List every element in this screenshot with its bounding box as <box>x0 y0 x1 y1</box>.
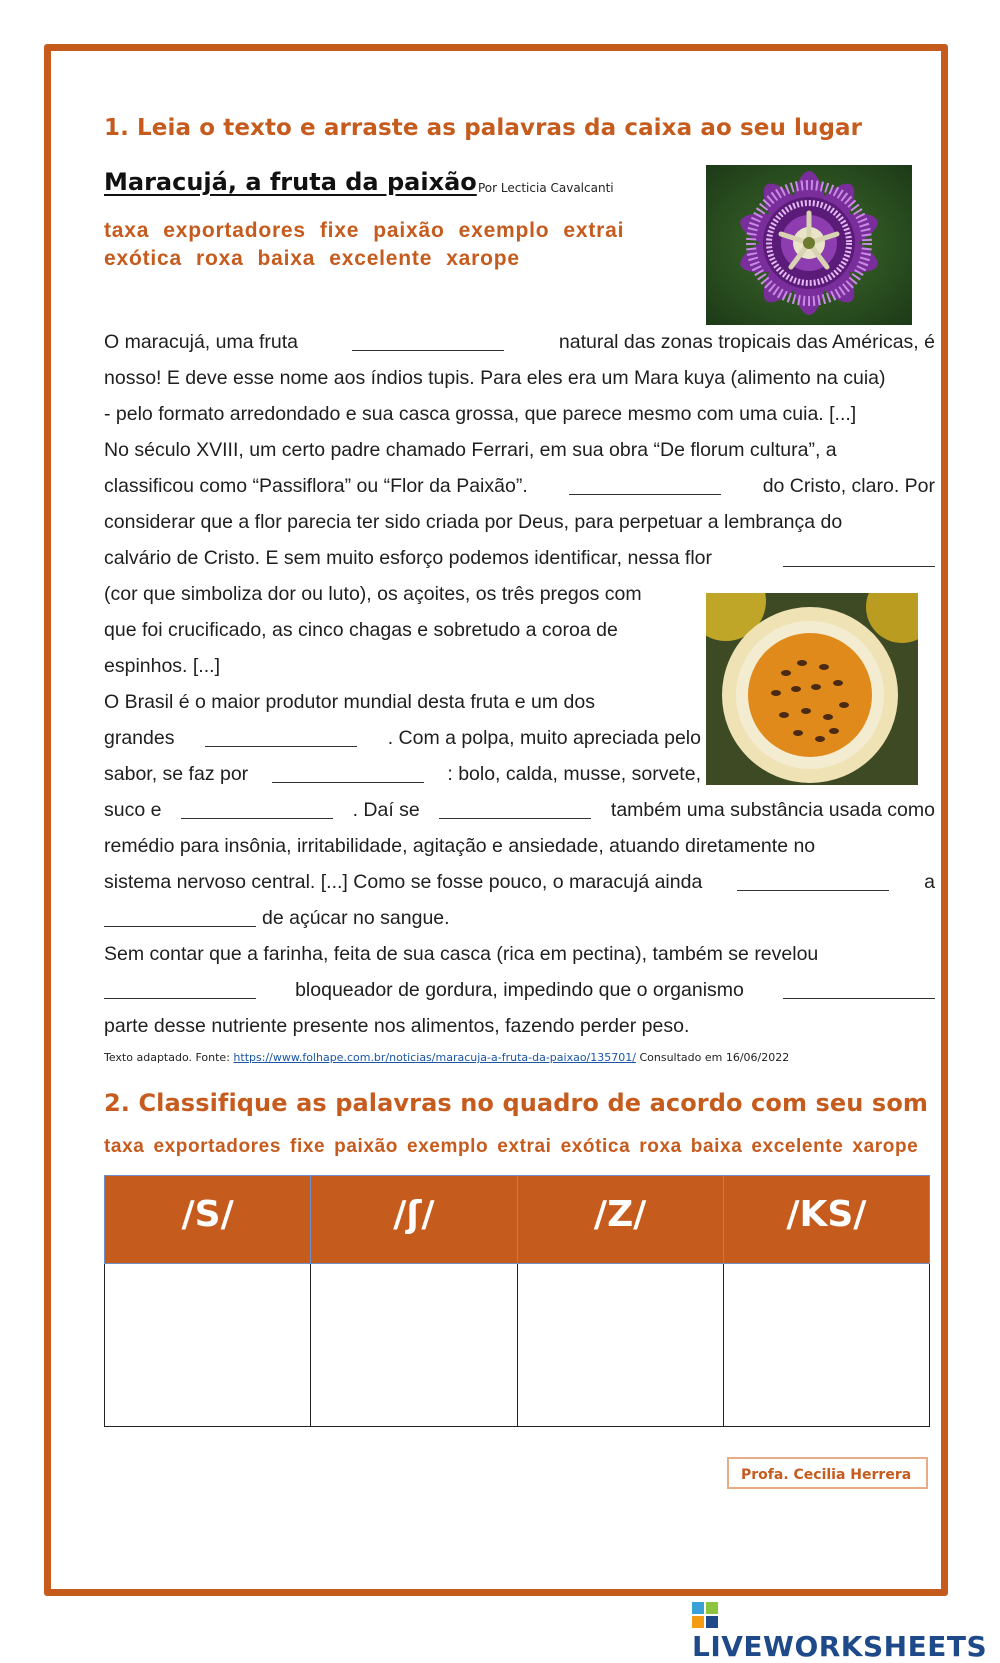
word-bank-row-1 <box>104 219 638 243</box>
answer-blank-2[interactable] <box>569 474 721 495</box>
drop-zone-row <box>105 1264 930 1427</box>
word-chip[interactable]: exemplo <box>406 1136 489 1157</box>
word-chip[interactable]: exótica <box>560 1136 631 1157</box>
word-chip[interactable]: baixa <box>257 247 316 270</box>
column-header-sh: /ʃ/ <box>311 1176 517 1264</box>
text-line: parte desse nutriente presente nos alimentos, fazendo perder peso. <box>104 1015 690 1037</box>
word-chip[interactable]: roxa <box>639 1136 682 1157</box>
text-line: calvário de Cristo. E sem muito esforço podemos identificar, nessa flor <box>104 546 935 570</box>
text-line: espinhos. [...] <box>104 655 220 677</box>
text-line: - pelo formato arredondado e sua casca grossa, que parece mesmo com uma cuia. [...] <box>104 403 857 425</box>
exercise2-heading: 2. Classifique as palavras no quadro de acordo com seu som <box>104 1089 929 1117</box>
liveworksheets-icon <box>692 1602 718 1628</box>
teacher-signature: Profa. Cecilia Herrera <box>727 1457 928 1489</box>
text-line: considerar que a flor parecia ter sido criada por Deus, para perpetuar a lembrança do <box>104 511 843 533</box>
word-chip[interactable]: xarope <box>852 1136 919 1157</box>
answer-blank-4[interactable] <box>205 726 357 747</box>
passion-flower-image <box>706 165 912 325</box>
drop-zone-ks[interactable] <box>723 1264 929 1427</box>
word-chip[interactable]: fixe <box>290 1136 326 1157</box>
text-line: classificou como “Passiflora” ou “Flor da Paixão”. do Cristo, claro. Por <box>104 475 935 497</box>
word-chip[interactable]: extrai <box>497 1136 552 1157</box>
drop-zone-sh[interactable] <box>311 1264 517 1427</box>
answer-blank-5[interactable] <box>272 762 424 783</box>
text-title: Maracujá, a fruta da paixão <box>104 168 477 196</box>
word-chip[interactable]: fixe <box>319 219 360 242</box>
sound-classification-table <box>104 1175 930 1427</box>
column-header-s: /S/ <box>105 1176 311 1264</box>
answer-blank-9[interactable] <box>104 906 256 927</box>
answer-blank-6[interactable] <box>181 798 333 819</box>
column-header-z: /Z/ <box>517 1176 723 1264</box>
text-line: (cor que simboliza dor ou luto), os açoites, os três pregos com <box>104 583 642 605</box>
word-chip[interactable]: exótica <box>104 247 182 270</box>
text-author: Por Lecticia Cavalcanti <box>478 181 614 195</box>
source-link[interactable]: https://www.folhape.com.br/noticias/maracuja-a-fruta-da-paixao/135701/ <box>233 1051 636 1064</box>
drop-zone-s[interactable] <box>105 1264 311 1427</box>
answer-blank-3[interactable] <box>783 546 935 567</box>
column-header-ks: /KS/ <box>723 1176 929 1264</box>
word-chip[interactable]: xarope <box>446 247 520 270</box>
text-line: que foi crucificado, as cinco chagas e sobretudo a coroa de <box>104 619 618 641</box>
word-chip[interactable]: excelente <box>329 247 433 270</box>
word-chip[interactable]: taxa <box>104 219 150 242</box>
text-line: sistema nervoso central. [...] Como se fosse pouco, o maracujá ainda a <box>104 871 935 893</box>
word-chip[interactable]: baixa <box>690 1136 743 1157</box>
text-line: suco e . Daí se também uma substância usada como <box>104 799 935 821</box>
text-line: O maracujá, uma fruta natural das zonas tropicais das Américas, é <box>104 331 935 353</box>
text-line: de açúcar no sangue. <box>104 906 935 930</box>
liveworksheets-logo: LIVEWORKSHEETS <box>692 1597 1000 1663</box>
text-line: O Brasil é o maior produtor mundial desta fruta e um dos <box>104 691 595 713</box>
text-line: sabor, se faz por : bolo, calda, musse, sorvete, <box>104 763 701 785</box>
word-chip[interactable]: exportadores <box>163 219 306 242</box>
text-line: remédio para insônia, irritabilidade, agitação e ansiedade, atuando diretamente no <box>104 835 816 857</box>
answer-blank-11[interactable] <box>783 978 935 999</box>
passion-fruit-image <box>706 593 918 785</box>
word-bank-2 <box>104 1136 927 1158</box>
word-bank-row-2 <box>104 247 534 271</box>
word-chip[interactable]: paixão <box>334 1136 398 1157</box>
table-header-row <box>105 1176 930 1264</box>
text-line: bloqueador de gordura, impedindo que o organismo <box>104 978 935 1002</box>
word-chip[interactable]: paixão <box>373 219 445 242</box>
answer-blank-7[interactable] <box>439 798 591 819</box>
word-chip[interactable]: excelente <box>751 1136 844 1157</box>
text-line: nosso! E deve esse nome aos índios tupis. Para eles era um Mara kuya (alimento na cuia) <box>104 367 886 389</box>
text-line: Sem contar que a farinha, feita de sua casca (rica em pectina), também se revelou <box>104 943 819 965</box>
word-chip[interactable]: extrai <box>563 219 625 242</box>
source-citation: Texto adaptado. Fonte: https://www.folhape.com.br/noticias/maracuja-a-fruta-da-paixao/135701/ Consultado em 16/06/2022 <box>104 1051 790 1064</box>
exercise1-heading: 1. Leia o texto e arraste as palavras da caixa ao seu lugar <box>104 115 863 141</box>
drop-zone-z[interactable] <box>517 1264 723 1427</box>
text-line: grandes . Com a polpa, muito apreciada pelo <box>104 727 701 749</box>
word-chip[interactable]: exportadores <box>153 1136 282 1157</box>
answer-blank-1[interactable] <box>352 330 504 351</box>
answer-blank-8[interactable] <box>737 870 889 891</box>
word-chip[interactable]: roxa <box>195 247 244 270</box>
text-line: No século XVIII, um certo padre chamado Ferrari, em sua obra “De florum cultura”, a <box>104 439 837 461</box>
word-chip[interactable]: exemplo <box>458 219 550 242</box>
word-chip[interactable]: taxa <box>104 1136 145 1157</box>
answer-blank-10[interactable] <box>104 978 256 999</box>
